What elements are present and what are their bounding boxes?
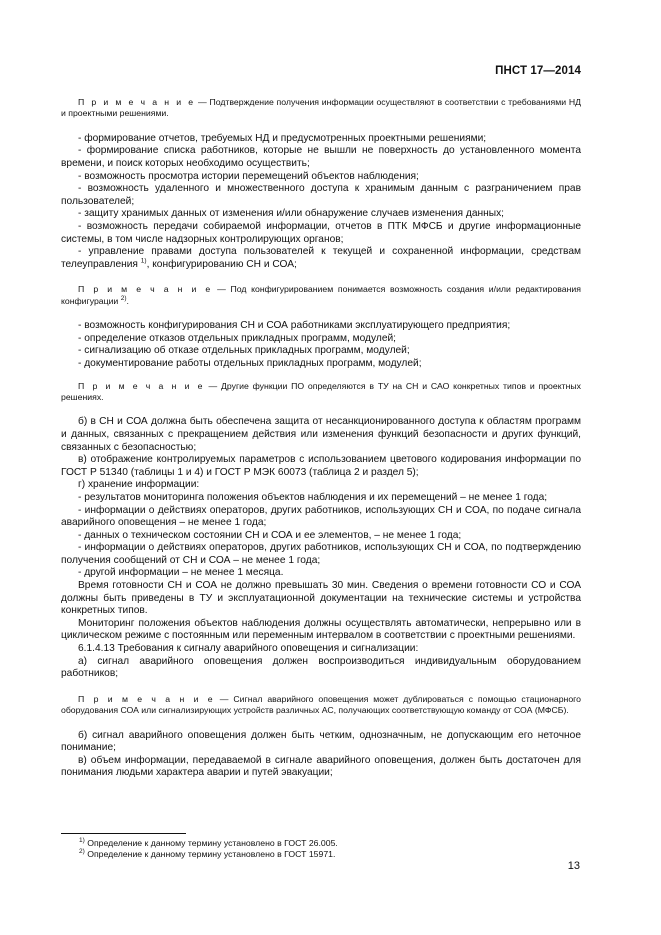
paragraph: б) сигнал аварийного оповещения должен быть четким, однозначным, не допускающим его неточное понимание; (61, 729, 581, 754)
paragraph: - результатов мониторинга положения объектов наблюдения и их перемещений – не менее 1 года; (78, 491, 548, 503)
paragraph: в) объем информации, передаваемой в сигнале аварийного оповещения, должен быть достаточен для понимания людьми характера аварии и путей эвакуации; (61, 754, 581, 779)
footnote-ref: 2) (120, 294, 127, 302)
note-text: . (126, 295, 129, 306)
paragraph: - информации о действиях операторов, других работников, использующих СН и СОА, по подаче сигнала аварийного оповещения – не менее 1 года; (61, 504, 581, 529)
note-text: — Под конфигурированием понимается возможность создания и/или редактирования конфигурации (61, 284, 581, 306)
footnote-text: Определение к данному термину установлено в ГОСТ 26.005. (84, 838, 338, 848)
note-label: П р и м е ч а н и е (78, 97, 196, 107)
paragraph: в) отображение контролируемых параметров с использованием цветового кодирования информации по ГОСТ Р 51340 (таблицы 1 и 4) и ГОСТ Р МЭК 60073 (таблица 2 и раздел 5); (61, 454, 581, 478)
list-item: - возможность передачи собираемой информации, отчетов в ПТК МФСБ и другие информационные системы, в том числе надзорных контролирующих органов; (61, 220, 581, 245)
note-2 (61, 284, 581, 307)
paragraph: - данных о техническом состоянии СН и СОА и ее элементов, – не менее 1 года; (78, 529, 462, 541)
note-label: П р и м е ч а н и е (78, 380, 205, 391)
footnote-2 (79, 849, 338, 860)
paragraph: - другой информации – не менее 1 месяца. (78, 567, 284, 579)
paragraph: г) хранение информации: (78, 479, 200, 491)
footnote-mark: 2) (79, 848, 85, 856)
list-item-text: - управление правами доступа пользователей к текущей и сохраненной информации, средствам телеуправления (61, 246, 581, 270)
note-3 (61, 381, 581, 404)
note-1 (61, 97, 581, 120)
list-item: - формирование списка работников, которые не вышли не поверхность до установленного момента времени, и поиск которых необходимо осуществить; (61, 145, 581, 169)
paragraph: 6.1.4.13 Требования к сигналу аварийного оповещения и сигнализации: (78, 643, 419, 655)
document-id: ПНСТ 17—2014 (495, 65, 581, 77)
paragraph: - информации о действиях операторов, других работников, использующих СН и СОА, по подтверждению получения сообщений от СН и СОА – не менее 1 года; (61, 542, 581, 566)
footnotes (79, 838, 338, 860)
list-item: - определение отказов отдельных прикладных программ, модулей; (78, 332, 397, 344)
paragraph: б) в СН и СОА должна быть обеспечена защита от несанкционированного доступа к областям программ и данных, связанных с прекращением действия или изменения функций безопасности и других функций, связанных с безопасностью; (61, 416, 581, 453)
footnote-1 (79, 838, 338, 849)
list-item: - возможность конфигурирования СН и СОА работниками эксплуатирующего предприятия; (78, 320, 511, 332)
list-item (61, 246, 581, 271)
footnote-ref: 1) (140, 257, 147, 265)
paragraph: а) сигнал аварийного оповещения должен воспроизводиться индивидуальным оборудованием работников; (61, 655, 581, 680)
list-item-text: , конфигурированию СН и СОА; (146, 258, 297, 270)
list-item: - формирование отчетов, требуемых НД и предусмотренных проектными решениями; (78, 132, 487, 144)
note-4 (61, 694, 581, 717)
list-item: - защиту хранимых данных от изменения и/или обнаружение случаев изменения данных; (78, 208, 504, 220)
page-number: 13 (567, 860, 580, 872)
page-content (61, 97, 581, 780)
note-text: — Сигнал аварийного оповещения может дублироваться с помощью стационарного оборудования СОА или сигнализирующих устройств различных АС, получающих соответствующую команду от СОА (МФСБ). (61, 693, 581, 716)
paragraph: Время готовности СН и СОА не должно превышать 30 мин. Сведения о времени готовности СО и СОА должны быть приведены в ТУ и эксплуатационной документации на технические системы и устройства конкретных типов. (61, 580, 581, 617)
note-text: — Подтверждение получения информации осуществляют в соответствии с требованиями НД и проектными решениями. (61, 97, 581, 119)
note-label: П р и м е ч а н и е (78, 284, 213, 295)
note-label: П р и м е ч а н и е (78, 693, 215, 704)
list-item: - возможность удаленного и множественного доступа к хранимым данным с разграничением прав пользователей; (61, 183, 581, 207)
note-text: — Другие функции ПО определяются в ТУ на СН и САО конкретных типов и проектных решениях. (61, 380, 581, 402)
paragraph: Мониторинг положения объектов наблюдения должны осуществлять автоматически, непрерывно или в циклическом режиме с постоянным или переменным интервалом в соответствии с проектными решениями. (61, 617, 581, 642)
footnote-mark: 1) (79, 837, 85, 845)
list-item: - документирование работы отдельных прикладных программ, модулей; (78, 357, 422, 369)
footnote-text: Определение к данному термину установлено в ГОСТ 15971. (84, 849, 336, 859)
list-item: - возможность просмотра истории перемещений объектов наблюдения; (78, 170, 419, 182)
list-item: - сигнализацию об отказе отдельных прикладных программ, модулей; (78, 345, 410, 357)
footnote-divider (61, 833, 186, 834)
